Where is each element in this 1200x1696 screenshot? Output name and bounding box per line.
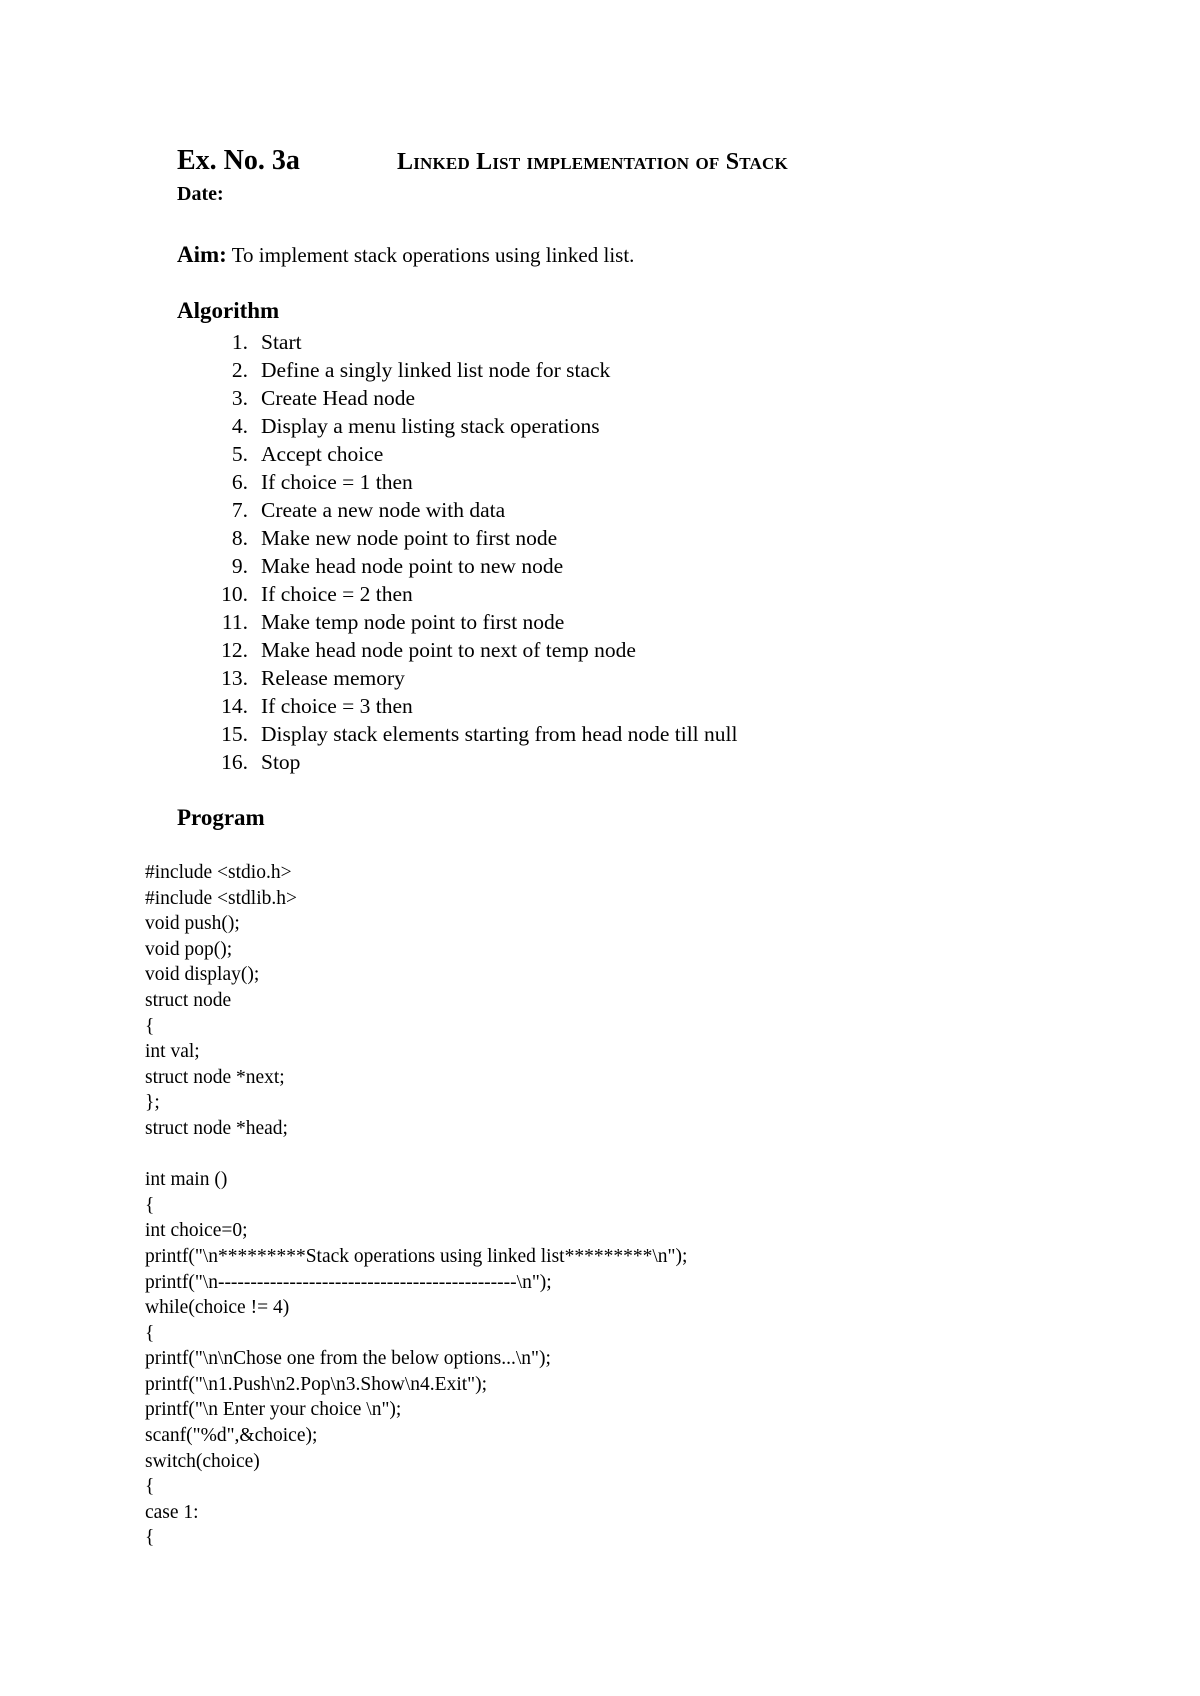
code-line: [145, 1142, 687, 1168]
code-line: {: [145, 1194, 155, 1216]
step-number: 2.: [231, 358, 248, 382]
step-text: If choice = 2 then: [261, 582, 413, 606]
step-text: Make new node point to first node: [261, 526, 558, 550]
code-line: };: [145, 1092, 160, 1114]
algorithm-step: [212, 440, 737, 468]
algorithm-step: [212, 580, 737, 608]
program-code: [145, 860, 687, 1551]
algorithm-step: [212, 356, 737, 384]
step-number: 3.: [231, 386, 248, 410]
step-text: Make head node point to next of temp node: [261, 638, 636, 662]
algorithm-step: [212, 720, 737, 748]
exercise-number: Ex. No. 3a: [177, 145, 300, 176]
step-text: If choice = 3 then: [261, 694, 413, 718]
code-line: printf("\n\nChose one from the below options...\n");: [145, 1348, 551, 1370]
document-title: Linked List implementation of Stack: [397, 149, 788, 175]
code-line: {: [145, 1322, 155, 1344]
algorithm-step: [212, 692, 737, 720]
aim-text: To implement stack operations using linked list.: [226, 243, 635, 267]
step-number: 6.: [231, 470, 248, 494]
code-line: printf("\n----------------------------------------------\n");: [145, 1271, 552, 1293]
code-line: {: [145, 1527, 155, 1549]
step-number: 1.: [231, 330, 248, 354]
algorithm-step: [212, 384, 737, 412]
aim-statement: [177, 242, 634, 268]
step-text: Make temp node point to first node: [261, 610, 565, 634]
date-label: Date:: [177, 183, 224, 205]
step-text: Display stack elements starting from head node till null: [261, 722, 738, 746]
step-text: Release memory: [261, 666, 405, 690]
code-line: int choice=0;: [145, 1220, 248, 1242]
step-number: 15.: [221, 722, 248, 746]
algorithm-step: [212, 468, 737, 496]
step-number: 9.: [231, 554, 248, 578]
code-line: case 1:: [145, 1501, 199, 1523]
step-number: 12.: [221, 638, 248, 662]
algorithm-step: [212, 524, 737, 552]
code-line: int val;: [145, 1041, 200, 1063]
algorithm-step: [212, 664, 737, 692]
code-line: switch(choice): [145, 1450, 260, 1472]
code-line: struct node *next;: [145, 1066, 285, 1088]
step-number: 13.: [221, 666, 248, 690]
program-heading: Program: [177, 805, 265, 830]
header-row: [177, 145, 1077, 185]
algorithm-step: [212, 552, 737, 580]
code-line: while(choice != 4): [145, 1297, 290, 1319]
algorithm-step: [212, 328, 737, 356]
algorithm-step: [212, 608, 737, 636]
code-line: scanf("%d",&choice);: [145, 1425, 318, 1447]
step-number: 5.: [231, 442, 248, 466]
code-line: struct node *head;: [145, 1117, 288, 1139]
code-line: void push();: [145, 913, 240, 935]
code-line: printf("\n1.Push\n2.Pop\n3.Show\n4.Exit");: [145, 1373, 488, 1395]
code-line: void pop();: [145, 938, 233, 960]
code-line: struct node: [145, 989, 232, 1011]
step-number: 14.: [221, 694, 248, 718]
step-number: 16.: [221, 750, 248, 774]
code-line: #include <stdio.h>: [145, 862, 292, 883]
step-text: Display a menu listing stack operations: [261, 414, 600, 438]
step-text: If choice = 1 then: [261, 470, 413, 494]
step-text: Stop: [261, 750, 301, 774]
step-number: 8.: [231, 526, 248, 550]
algorithm-steps: [212, 328, 737, 776]
code-line: {: [145, 1476, 155, 1498]
step-number: 4.: [231, 414, 248, 438]
code-line: {: [145, 1015, 155, 1037]
code-line: printf("\n Enter your choice \n");: [145, 1399, 402, 1421]
step-text: Start: [261, 330, 302, 354]
step-number: 11.: [221, 610, 248, 634]
code-line: printf("\n*********Stack operations using linked list*********\n");: [145, 1245, 688, 1267]
algorithm-step: [212, 496, 737, 524]
step-text: Define a singly linked list node for stack: [261, 358, 611, 382]
algorithm-heading: Algorithm: [177, 298, 280, 323]
step-text: Create Head node: [261, 386, 416, 410]
step-text: Create a new node with data: [261, 498, 506, 522]
code-line: int main (): [145, 1169, 228, 1191]
step-text: Accept choice: [261, 442, 384, 466]
step-number: 10.: [221, 582, 248, 606]
code-line: #include <stdlib.h>: [145, 887, 297, 909]
code-line: void display();: [145, 964, 260, 986]
algorithm-step: [212, 412, 737, 440]
step-text: Make head node point to new node: [261, 554, 564, 578]
step-number: 7.: [231, 498, 248, 522]
algorithm-step: [212, 636, 737, 664]
aim-label: Aim:: [177, 242, 227, 267]
algorithm-step: [212, 748, 737, 776]
